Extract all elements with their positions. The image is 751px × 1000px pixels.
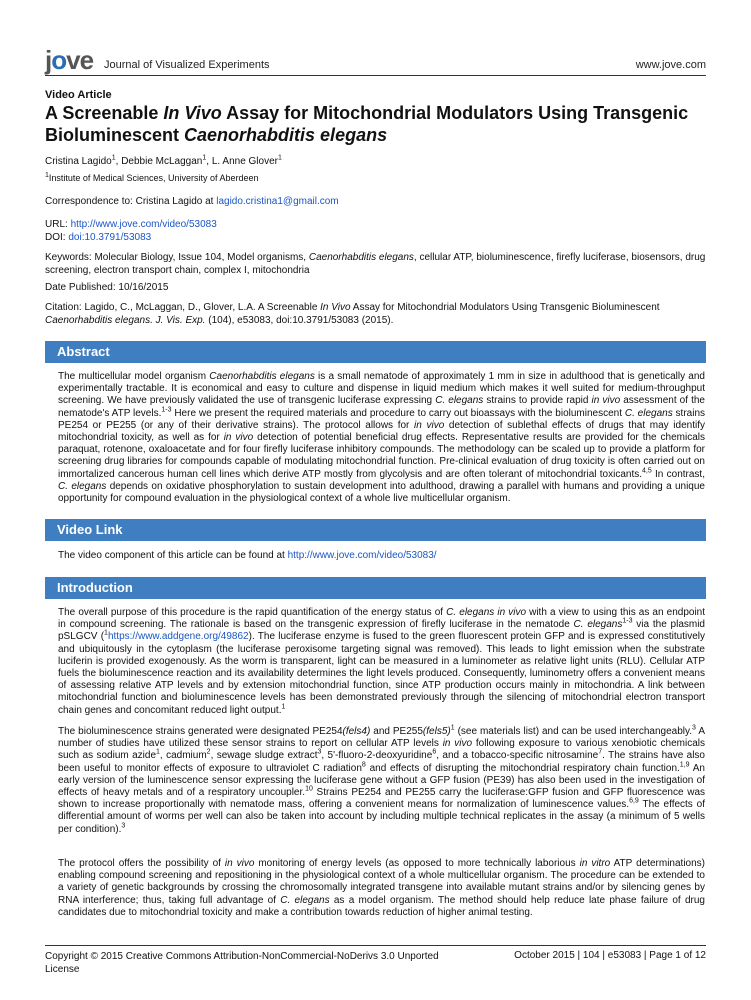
doi-link[interactable]: doi:10.3791/53083: [68, 232, 152, 243]
video-url-link[interactable]: http://www.jove.com/video/53083/: [287, 550, 437, 561]
video-link-heading: Video Link: [45, 519, 706, 541]
author-name: Debbie McLaggan: [121, 156, 203, 167]
email-link[interactable]: lagido.cristina1@gmail.com: [216, 196, 339, 207]
url-link[interactable]: http://www.jove.com/video/53083: [70, 219, 217, 230]
keywords: Keywords: Molecular Biology, Issue 104, Model organisms, Caenorhabditis elegans, cellular ATP, bioluminescence, firefly luciferase, biosensors, drug screening, electron transport chain, complex I, mitochondria: [45, 252, 706, 276]
copyright: Copyright © 2015 Creative Commons Attribution-NonCommercial-NoDerivs 3.0 Unported License: [45, 951, 439, 975]
header-divider: [45, 75, 706, 76]
author-name: Cristina Lagido: [45, 156, 112, 167]
article-type: Video Article: [45, 89, 112, 101]
addgene-link[interactable]: https://www.addgene.org/49862: [107, 631, 249, 643]
site-link[interactable]: www.jove.com: [635, 59, 706, 71]
video-link-text: The video component of this article can be found at http://www.jove.com/video/53083/: [58, 550, 437, 561]
intro-paragraph-1: The overall purpose of this procedure is the rapid quantification of the energy status of C. elegans in vivo with a view to using this as an endpoint in compound screening. The rationale is based on the transgenic expression of firefly luciferase in the nematode C. elegans$^{1-3}$ via the plasmid pSLGCV ($^1$https://www.addgene.org/49862). The luciferase enzyme is fused to the green fluorescent protein GFP and is expressed constitutively and ubiquitously in the cytoplasm (the luciferase peroxisome targeting signal was removed). This leads to light emission when the substrate luciferin is provided exogenously. As the worm is transparent, light can be measured in a luminometer as relative light units (RLU). Cellular ATP fuels the bioluminescence reaction and its availability determines the light levels produced. Consequently, luminometry offers a convenient means of assessing relative ATP levels and by extension mitochondrial function, since ATP production occurs mainly in mitochondria. A link between mitochondrial function and bioluminescence levels has been demonstrated previously through the silencing of mitochondrial electron transport chain genes and concomitant reduced light output.$^1$: [58, 607, 706, 716]
page-info: October 2015 | 104 | e53083 | Page 1 of 12: [514, 950, 706, 961]
abstract-text: The multicellular model organism Caenorhabditis elegans is a small nematode of approximately 1 mm in size in adulthood that is genetically and experimentally tractable. It is economical and easy to culture and dispense in liquid medium which makes it well suited for medium-throughput screening. We have previously validated the use of transgenic luciferase expressing C. elegans strains to provide rapid in vivo assessment of the nematode's ATP levels.$^{1-3}$ Here we present the required materials and procedure to carry out bioassays with the bioluminescent C. elegans strains PE254 or PE255 (or any of their derivative strains). The protocol allows for in vivo detection of sublethal effects of drugs that may identify mitochondrial toxicity, as well as for in vivo detection of potential beneficial drug effects. Representative results are provided for the chemicals paraquat, rotenone, oxaloacetate and for four firefly luciferase inhibitory compounds. The methodology can be scaled up to provide a platform for screening drug libraries for compounds capable of modulating mitochondrial function. Pre-clinical evaluation of drug toxicity is often carried out on immortalized cancerous human cell lines which derive ATP mostly from glycolysis and are often tolerant of mitochondrial toxicants.$^{4,5}$ In contrast, C. elegans depends on oxidative phosphorylation to sustain development into adulthood, drawing a parallel with humans and providing a unique opportunity for compound evaluation in the physiological context of a whole live multicellular organism.: [58, 371, 706, 505]
author-name: L. Anne Glover: [211, 156, 278, 167]
correspondence: Correspondence to: Cristina Lagido at lagido.cristina1@gmail.com: [45, 196, 339, 207]
date-published: Date Published: 10/16/2015: [45, 282, 169, 293]
introduction-heading: Introduction: [45, 577, 706, 599]
logo-accent: o: [51, 45, 67, 75]
article-doi: DOI: doi:10.3791/53083: [45, 232, 152, 243]
author-list: Cristina Lagido$^1$, Debbie McLaggan$^1$, L. Anne Glover$^1$: [45, 154, 282, 167]
intro-paragraph-2: The bioluminescence strains generated were designated PE254(fels4) and PE255(fels5)$^1$ (see materials list) and can be used interchangeably.$^3$ A number of studies have utilized these sensor strains to report on cellular ATP levels in vivo following exposure to various xenobiotic chemicals such as sodium azide$^1$, cadmium$^2$, sewage sludge extract$^3$, 5'-fluoro-2-deoxyuridine$^6$, and a tobacco-specific nitrosamine$^7$. The strains have also been useful to monitor effects of exposure to ultraviolet C radiation$^8$ and effects of disrupting the mitochondrial respiratory chain function.$^{1,9}$ An early version of the luminescence sensor expressing the luciferase gene without a GFP fusion (PE39) has also been used in the investigation of effects of heavy metals and of a respiratory uncoupler.$^{10}$ Strains PE254 and PE255 carry the luciferase:GFP fusion and GFP fluorescence was shown to increase proportionally with nematode mass, offering a convenient means for normalization of luminescence values.$^{6,9}$ The effects of differential amount of worms per well can also be taken into account by including multiple technical replicates in the assay (a minimum of 5 wells per condition).$^3$: [58, 724, 706, 835]
logo-text: jove: [45, 45, 94, 75]
article-title: A Screenable In Vivo Assay for Mitochondrial Modulators Using Transgenic Bioluminescent Caenorhabditis elegans: [45, 103, 689, 145]
journal-name: Journal of Visualized Experiments: [104, 59, 270, 71]
affiliation: $^1$Institute of Medical Sciences, University of Aberdeen: [45, 172, 259, 183]
abstract-heading: Abstract: [45, 341, 706, 363]
intro-paragraph-3: The protocol offers the possibility of in vivo monitoring of energy levels (as opposed to more technically laborious in vitro ATP determinations) enabling compound screening and repositioning in the physiological context of a whole multicellular organism. The procedure can be extended to a variety of genetic backgrounds by crossing the chromosomally integrated transgene into available mutant strains and/or by silencing genes by RNA interference; thus, taking full advantage of C. elegans as a model organism. The method should help reduce late phase failure of drug candidates due to mitochondrial toxicity and make a contribution towards reduction of higher animal testing.: [58, 858, 706, 918]
jove-logo[interactable]: [45, 47, 93, 73]
footer-divider: [45, 945, 706, 946]
article-url: URL: http://www.jove.com/video/53083: [45, 219, 217, 230]
citation: Citation: Lagido, C., McLaggan, D., Glover, L.A. A Screenable In Vivo Assay for Mitochondrial Modulators Using Transgenic Bioluminescent Caenorhabditis elegans. J. Vis. Exp. (104), e53083, doi:10.3791/53083 (2015).: [45, 302, 660, 326]
